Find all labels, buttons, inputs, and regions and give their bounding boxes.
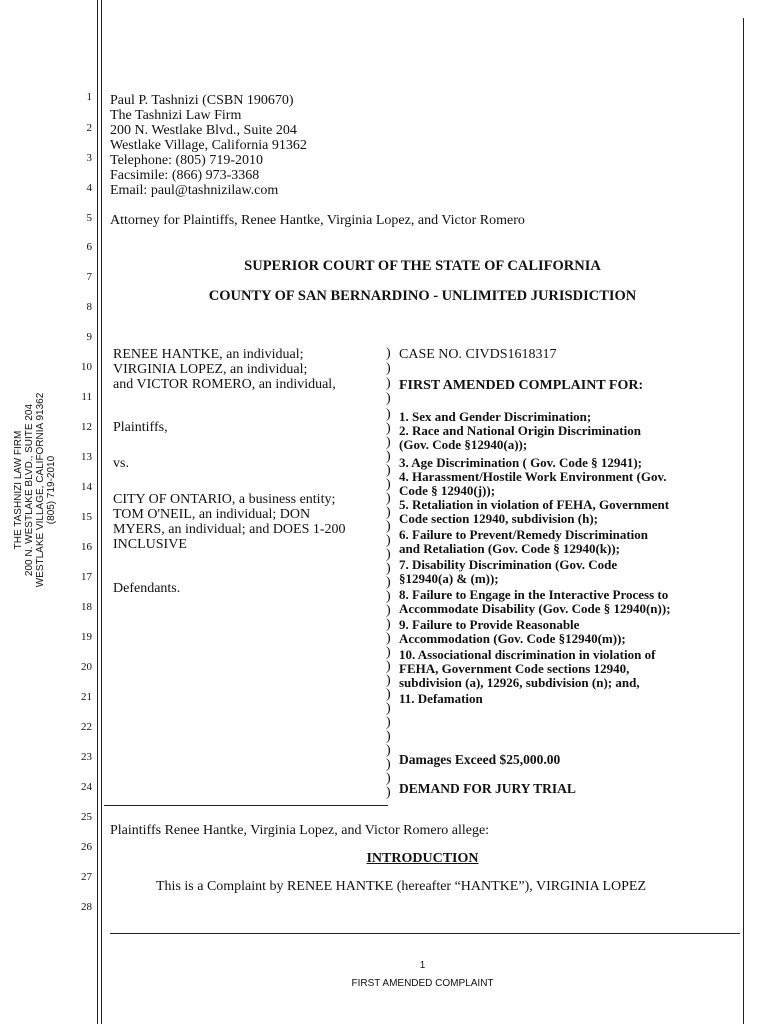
paren: ) [386,687,391,702]
plaintiff-2: VIRGINIA LOPEZ, an individual; [113,362,308,377]
line-number: 10 [81,361,92,373]
plaintiff-3: and VICTOR ROMERO, an individual, [113,377,336,392]
plaintiff-1: RENEE HANTKE, an individual; [113,347,304,362]
attorney-facsimile: Facsimile: (866) 973-3368 [110,168,260,183]
paren: ) [386,421,391,436]
versus: vs. [113,456,129,471]
intro-paragraph: This is a Complaint by RENEE HANTKE (hereafter “HANTKE”), VIRGINIA LOPEZ [156,879,647,894]
paren: ) [386,701,391,716]
paren: ) [386,477,391,492]
attorney-email: Email: paul@tashnizilaw.com [110,183,279,198]
paren: ) [386,463,391,478]
paren: ) [386,533,391,548]
line-number: 7 [86,271,92,283]
sidebar-city: WESTLAKE VILLAGE, CALIFORNIA 91362 [35,392,46,588]
sidebar-phone: (805) 719-2010 [46,455,57,525]
line-number: 22 [81,721,92,733]
cause-line: FEHA, Government Code sections 12940, [399,661,630,676]
line-number: 15 [81,511,92,523]
cause-line: §12940(a) & (m)); [399,571,499,586]
paren: ) [386,589,391,604]
cause-line: 9. Failure to Provide Reasonable [399,617,580,632]
left-margin-rule-2 [101,0,102,1024]
paren: ) [386,617,391,632]
line-number: 21 [81,691,92,703]
line-number: 11 [81,391,92,403]
line-number: 8 [86,301,92,313]
section-heading: INTRODUCTION [366,851,479,866]
paren: ) [386,449,391,464]
paren: ) [386,673,391,688]
cause-line: and Retaliation (Gov. Code § 12940(k)); [399,541,620,556]
cause-line: Accommodation (Gov. Code §12940(m)); [399,631,626,646]
line-number: 27 [81,871,92,883]
paren: ) [386,547,391,562]
cause-line: Code § 12940(j)); [399,483,496,498]
cause-line: 11. Defamation [399,691,483,706]
paren: ) [386,715,391,730]
attorney-firm: The Tashnizi Law Firm [110,108,242,123]
paren: ) [386,376,391,391]
line-number: 24 [81,781,92,793]
line-number: 14 [81,481,92,493]
paren: ) [386,561,391,576]
jury-demand: DEMAND FOR JURY TRIAL [399,781,576,796]
paren: ) [386,631,391,646]
defendant-1: CITY OF ONTARIO, a business entity; [113,492,336,507]
caption-rule [104,805,388,806]
court-title: SUPERIOR COURT OF THE STATE OF CALIFORNIA [244,258,601,274]
case-number: CASE NO. CIVDS1618317 [399,347,557,362]
damages: Damages Exceed $25,000.00 [399,752,561,767]
line-number: 20 [81,661,92,673]
cause-line: 8. Failure to Engage in the Interactive Process to [399,587,669,602]
line-number: 1 [86,91,92,103]
paren: ) [386,603,391,618]
paren: ) [386,743,391,758]
paren: ) [386,346,391,361]
paren: ) [386,771,391,786]
line-number: 13 [81,451,92,463]
cause-line: 7. Disability Discrimination (Gov. Code [399,557,618,572]
cause-line: 3. Age Discrimination ( Gov. Code § 12941); [399,455,643,470]
line-number: 5 [86,212,92,224]
cause-line: 6. Failure to Prevent/Remedy Discrimination [399,527,649,542]
cause-line: 2. Race and National Origin Discrimination [399,423,641,438]
paren: ) [386,575,391,590]
defendants-label: Defendants. [113,581,181,596]
line-number: 2 [86,122,92,134]
line-number: 28 [81,901,92,913]
sidebar-street: 200 N. WESTLAKE BLVD., SUITE 204 [24,403,35,577]
line-number: 17 [81,571,92,583]
attorney-street: 200 N. Westlake Blvd., Suite 204 [110,123,297,138]
paren: ) [386,729,391,744]
paren: ) [386,757,391,772]
line-number: 26 [81,841,92,853]
cause-line: 4. Harassment/Hostile Work Environment (Gov. [399,469,667,484]
line-number: 25 [81,811,92,823]
paren: ) [386,391,391,406]
attorney-city: Westlake Village, California 91362 [110,138,307,153]
attorney-for: Attorney for Plaintiffs, Renee Hantke, Virginia Lopez, and Victor Romero [110,213,525,228]
line-number: 18 [81,601,92,613]
paren: ) [386,435,391,450]
right-margin-rule [743,18,744,1024]
defendant-2: TOM O'NEIL, an individual; DON [113,507,311,522]
attorney-name: Paul P. Tashnizi (CSBN 190670) [110,93,294,108]
line-number: 4 [86,182,92,194]
page-number: 1 [419,960,426,971]
footer-title: FIRST AMENDED COMPLAINT [351,978,494,989]
paren: ) [386,505,391,520]
firm-sidebar [13,370,57,610]
complaint-title: FIRST AMENDED COMPLAINT FOR: [399,378,644,393]
paren: ) [386,785,391,800]
cause-line: 1. Sex and Gender Discrimination; [399,409,592,424]
cause-line: (Gov. Code §12940(a)); [399,437,528,452]
line-number: 23 [81,751,92,763]
cause-line: Accommodate Disability (Gov. Code § 12940(n)); [399,601,671,616]
line-number: 6 [86,241,92,253]
cause-line: subdivision (a), 12926, subdivision (n); and, [399,675,640,690]
line-number: 3 [86,152,92,164]
allege-paragraph: Plaintiffs Renee Hantke, Virginia Lopez, and Victor Romero allege: [110,823,490,838]
sidebar-firm: THE TASHNIZI LAW FIRM [13,430,24,550]
cause-line: 10. Associational discrimination in violation of [399,647,656,662]
paren: ) [386,659,391,674]
plaintiffs-label: Plaintiffs, [113,420,168,435]
cause-line: Code section 12940, subdivision (h); [399,511,598,526]
paren: ) [386,491,391,506]
defendant-4: INCLUSIVE [113,537,187,552]
left-margin-rule-1 [97,0,98,1024]
line-number: 9 [86,331,92,343]
paren: ) [386,361,391,376]
attorney-telephone: Telephone: (805) 719-2010 [110,153,263,168]
footer-rule [110,933,740,934]
line-number: 12 [81,421,92,433]
paren: ) [386,645,391,660]
line-number: 16 [81,541,92,553]
paren: ) [386,407,391,422]
court-county: COUNTY OF SAN BERNARDINO - UNLIMITED JURISDICTION [208,288,637,304]
paren: ) [386,519,391,534]
cause-line: 5. Retaliation in violation of FEHA, Government [399,497,670,512]
defendant-3: MYERS, an individual; and DOES 1-200 [113,522,346,537]
line-number: 19 [81,631,92,643]
